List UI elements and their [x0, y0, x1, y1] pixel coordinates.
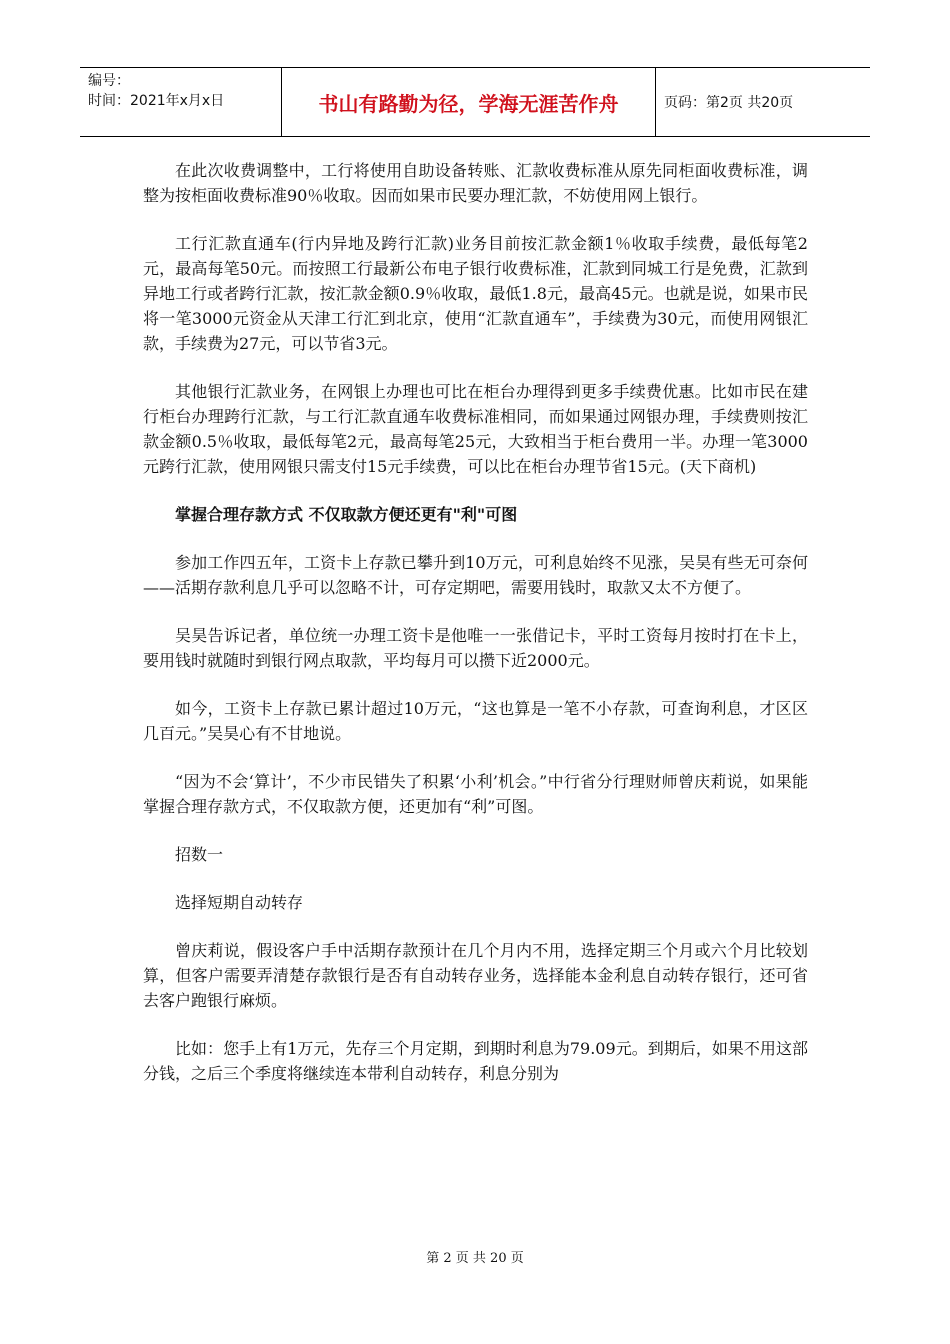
- subheading: 选择短期自动转存: [175, 893, 304, 912]
- header-page-number: 页码：第2页 共20页: [664, 95, 794, 111]
- paragraph: 在此次收费调整中，工行将使用自助设备转账、汇款收费标准从原先同柜面收费标准，调整为按柜面收费标准90％收取。因而如果市民要办理汇款，不妨使用网上银行。: [143, 161, 808, 205]
- document-body: [143, 158, 808, 1109]
- paragraph: 如今，工资卡上存款已累计超过10万元，“这也算是一笔不小存款，可查询利息，才区区几百元。”吴昊心有不甘地说。: [143, 699, 808, 743]
- page-footer: 第 2 页 共 20 页: [426, 1251, 524, 1266]
- code-label: 编号：: [88, 73, 130, 89]
- paragraph: 曾庆莉说，假设客户手中活期存款预计在几个月内不用，选择定期三个月或六个月比较划算，但客户需要弄清楚存款银行是否有自动转存业务，选择能本金利息自动转存银行，还可省去客户跑银行麻烦。: [143, 941, 808, 1010]
- header-motto: 书山有路勤为径，学海无涯苦作舟: [282, 68, 656, 136]
- paragraph: 参加工作四五年，工资卡上存款已攀升到10万元，可利息始终不见涨，吴昊有些无可奈何——活期存款利息几乎可以忽略不计，可存定期吧，需要用钱时，取款又太不方便了。: [143, 553, 808, 597]
- paragraph: 吴昊告诉记者，单位统一办理工资卡是他唯一一张借记卡，平时工资每月按时打在卡上，要用钱时就随时到银行网点取款，平均每月可以攒下近2000元。: [143, 626, 808, 670]
- paragraph: 比如：您手上有1万元，先存三个月定期，到期时利息为79.09元。到期后，如果不用这部分钱，之后三个季度将继续连本带利自动转存，利息分别为: [143, 1039, 808, 1083]
- paragraph: 工行汇款直通车(行内异地及跨行汇款)业务目前按汇款金额1％收取手续费，最低每笔2元，最高每笔50元。而按照工行最新公布电子银行收费标准，汇款到同城工行是免费，汇款到异地工行或者跨行汇款，按汇款金额0.9％收取，最低1.8元，最高45元。也就是说，如果市民将一笔3000元资金从天津工行汇到北京，使用“汇款直通车”，手续费为30元，而使用网银汇款，手续费为27元，可以节省3元。: [143, 234, 808, 353]
- date-label: 时间：2021年x月x日: [88, 93, 225, 109]
- subheading: 招数一: [175, 845, 224, 864]
- paragraph: 其他银行汇款业务，在网银上办理也可比在柜台办理得到更多手续费优惠。比如市民在建行柜台办理跨行汇款，与工行汇款直通车收费标准相同，而如果通过网银办理，手续费则按汇款金额0.5％收取，最低每笔2元，最高每笔25元，大致相当于柜台费用一半。办理一笔3000元跨行汇款，使用网银只需支付15元手续费，可以比在柜台办理节省15元。(天下商机): [143, 382, 808, 476]
- header-table: [80, 67, 870, 137]
- paragraph: “因为不会‘算计’，不少市民错失了积累‘小利’机会。”中行省分行理财师曾庆莉说，如果能掌握合理存款方式，不仅取款方便，还更加有“利”可图。: [143, 772, 808, 816]
- section-heading: 掌握合理存款方式 不仅取款方便还更有"利"可图: [175, 505, 518, 524]
- header-meta-cell: [80, 68, 282, 136]
